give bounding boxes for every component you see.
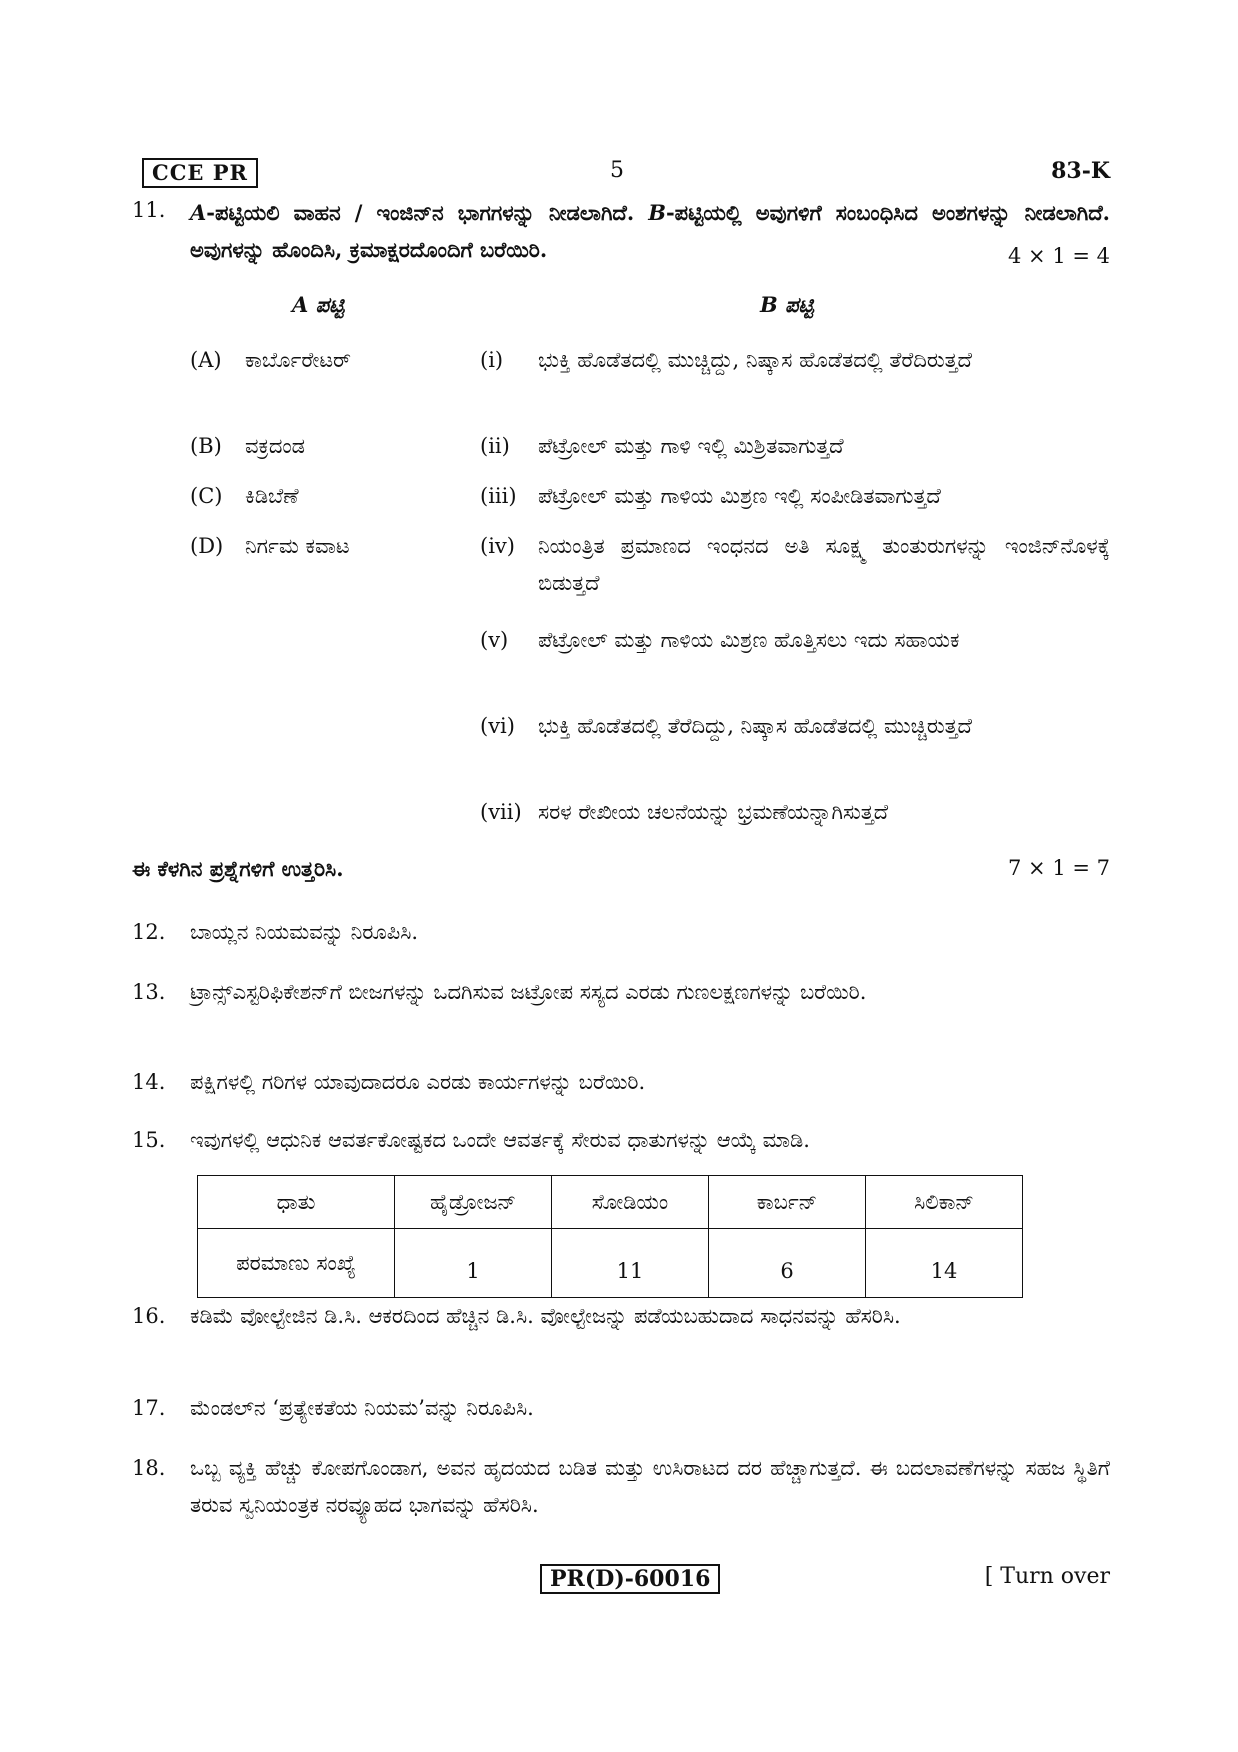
list-a-item: ನಿರ್ಗಮ ಕವಾಟ	[245, 534, 350, 558]
header-box: CCE PR	[142, 158, 258, 188]
question-number: 11.	[132, 198, 166, 222]
question-text: ಬಾಯ್ಲನ ನಿಯಮವನ್ನು ನಿರೂಪಿಸಿ.	[190, 920, 419, 944]
question-text: ಇವುಗಳಲ್ಲಿ ಆಧುನಿಕ ಆವರ್ತಕೋಷ್ಟಕದ ಒಂದೇ ಆವರ್ತಕ್ಕೆ ಸೇರುವ ಧಾತುಗಳನ್ನು ಆಯ್ಕೆ ಮಾಡಿ.	[190, 1128, 810, 1152]
q11-text-2: -ಪಟ್ಟಿಯಲ್ಲಿ ಅವುಗಳಿಗೆ ಸಂಬಂಧಿಸಿದ ಅಂಶಗಳನ್ನು ನೀಡಲಾಗಿದೆ. ಅವುಗಳನ್ನು ಹೊಂದಿಸಿ, ಕ್ರಮಾಕ್ಷರದೊಂದಿಗೆ ಬರೆಯಿರಿ.	[190, 200, 1110, 262]
q11-marks: 4 × 1 = 4	[1008, 244, 1110, 268]
table-row	[198, 1229, 1023, 1298]
list-a-label: (A)	[190, 348, 222, 372]
list-a-item: ಕಾರ್ಬೊರೇಟರ್	[245, 348, 351, 372]
list-b-item: ಭುಕ್ತಿ ಹೊಡೆತದಲ್ಲಿ ಮುಚ್ಚಿದ್ದು, ನಿಷ್ಕಾಸ ಹೊಡೆತದಲ್ಲಿ ತೆರೆದಿರುತ್ತದೆ	[538, 348, 972, 372]
list-b-item: ಪೆಟ್ರೋಲ್ ಮತ್ತು ಗಾಳಿಯ ಮಿಶ್ರಣ ಹೊತ್ತಿಸಲು ಇದು ಸಹಾಯಕ	[538, 628, 960, 652]
page-number: 5	[610, 158, 624, 183]
list-b-label: (iv)	[480, 534, 515, 558]
list-b-label: (vi)	[480, 714, 515, 738]
list-b-ref: B	[648, 200, 666, 225]
question-number: 12.	[132, 920, 166, 944]
table-cell: 1	[395, 1229, 552, 1298]
question-text: ಒಬ್ಬ ವ್ಯಕ್ತಿ ಹೆಚ್ಚು ಕೋಪಗೊಂಡಾಗ, ಅವನ ಹೃದಯದ ಬಡಿತ ಮತ್ತು ಉಸಿರಾಟದ ದರ ಹೆಚ್ಚಾಗುತ್ತದೆ. ಈ ಬದಲಾವಣೆಗಳನ್ನು ಸಹಜ ಸ್ಥಿತಿಗೆ ತರುವ ಸ್ವನಿಯಂತ್ರಕ ನರವ್ಯೂಹದ ಭಾಗವನ್ನು ಹೆಸರಿಸಿ.	[190, 1456, 1110, 1517]
list-b-label: (v)	[480, 628, 509, 652]
list-a-label: (B)	[190, 434, 222, 458]
list-b-label: (i)	[480, 348, 504, 372]
question-text: ಕಡಿಮೆ ವೋಲ್ಟೇಜಿನ ಡಿ.ಸಿ. ಆಕರದಿಂದ ಹೆಚ್ಚಿನ ಡಿ.ಸಿ. ವೋಲ್ಟೇಜನ್ನು ಪಡೆಯಬಹುದಾದ ಸಾಧನವನ್ನು ಹೆಸರಿಸಿ.	[190, 1304, 901, 1328]
footer-code: PR(D)-60016	[540, 1564, 720, 1594]
q11-text-1: -ಪಟ್ಟಿಯಲಿ ವಾಹನ / ಇಂಜಿನ್‌ನ ಭಾಗಗಳನ್ನು ನೀಡಲಾಗಿದೆ.	[206, 200, 649, 225]
table-row	[198, 1176, 1023, 1229]
list-b-item: ಭುಕ್ತಿ ಹೊಡೆತದಲ್ಲಿ ತೆರೆದಿದ್ದು, ನಿಷ್ಕಾಸ ಹೊಡೆತದಲ್ಲಿ ಮುಚ್ಚಿರುತ್ತದೆ	[538, 714, 972, 738]
section-instruction: ಈ ಕೆಳಗಿನ ಪ್ರಶ್ನೆಗಳಿಗೆ ಉತ್ತರಿಸಿ.	[132, 856, 344, 881]
question-number: 18.	[132, 1456, 166, 1480]
list-a-item: ವಕ್ರದಂಡ	[245, 434, 306, 458]
list-b-item: ಪೆಟ್ರೋಲ್ ಮತ್ತು ಗಾಳಿಯ ಮಿಶ್ರಣ ಇಲ್ಲಿ ಸಂಪೀಡಿತವಾಗುತ್ತದೆ	[538, 484, 941, 508]
paper-code: 83-K	[1051, 158, 1110, 184]
question-number: 14.	[132, 1070, 166, 1094]
question-number: 16.	[132, 1304, 166, 1328]
question-text: ಮೆಂಡಲ್‌ನ ‘ಪ್ರತ್ಯೇಕತೆಯ ನಿಯಮ’ವನ್ನು ನಿರೂಪಿಸಿ.	[190, 1396, 534, 1420]
list-b-item: ಸರಳ ರೇಖೀಯ ಚಲನೆಯನ್ನು ಭ್ರಮಣೆಯನ್ನಾಗಿಸುತ್ತದೆ	[538, 800, 889, 824]
list-b-label: (iii)	[480, 484, 517, 508]
list-a-ref: A	[190, 200, 207, 225]
element-table	[197, 1175, 1023, 1298]
table-cell: 6	[709, 1229, 866, 1298]
table-header-cell: ಸಿಲಿಕಾನ್	[866, 1176, 1023, 1229]
table-row-label: ಪರಮಾಣು ಸಂಖ್ಯೆ	[198, 1229, 395, 1298]
question-number: 17.	[132, 1396, 166, 1420]
question-number: 13.	[132, 980, 166, 1004]
table-header-cell: ಧಾತು	[198, 1176, 395, 1229]
table-cell: 14	[866, 1229, 1023, 1298]
list-a-label: (D)	[190, 534, 224, 558]
list-a-item: ಕಿಡಿಬೆಣೆ	[245, 484, 299, 508]
list-b-item: ಪೆಟ್ರೋಲ್ ಮತ್ತು ಗಾಳಿ ಇಲ್ಲಿ ಮಿಶ್ರಿತವಾಗುತ್ತದೆ	[538, 434, 844, 458]
list-a-label: (C)	[190, 484, 223, 508]
turn-over: [ Turn over	[984, 1564, 1110, 1589]
question-11-text	[190, 194, 1110, 268]
table-cell: 11	[552, 1229, 709, 1298]
question-number: 15.	[132, 1128, 166, 1152]
list-b-heading: B ಪಟ್ಟಿ	[760, 292, 814, 317]
list-a-heading: A ಪಟ್ಟಿ	[292, 292, 345, 317]
list-b-item: ನಿಯಂತ್ರಿತ ಪ್ರಮಾಣದ ಇಂಧನದ ಅತಿ ಸೂಕ್ಷ್ಮ ತುಂತುರುಗಳನ್ನು ಇಂಜಿನ್‌ನೊಳಕ್ಕೆ ಬಿಡುತ್ತದೆ	[538, 534, 1110, 595]
question-text: ಟ್ರಾನ್ಸ್‌ಎಸ್ಟರಿಫಿಕೇಶನ್‌ಗೆ ಬೀಜಗಳನ್ನು ಒದಗಿಸುವ ಜಟ್ರೋಪ ಸಸ್ಯದ ಎರಡು ಗುಣಲಕ್ಷಣಗಳನ್ನು ಬರೆಯಿರಿ.	[190, 980, 867, 1004]
list-b-label: (vii)	[480, 800, 522, 824]
list-b-label: (ii)	[480, 434, 510, 458]
table-header-cell: ಸೋಡಿಯಂ	[552, 1176, 709, 1229]
section-marks: 7 × 1 = 7	[1008, 856, 1110, 880]
question-text: ಪಕ್ಷಿಗಳಲ್ಲಿ ಗರಿಗಳ ಯಾವುದಾದರೂ ಎರಡು ಕಾರ್ಯಗಳನ್ನು ಬರೆಯಿರಿ.	[190, 1070, 646, 1094]
table-header-cell: ಕಾರ್ಬನ್	[709, 1176, 866, 1229]
table-header-cell: ಹೈಡ್ರೋಜನ್	[395, 1176, 552, 1229]
